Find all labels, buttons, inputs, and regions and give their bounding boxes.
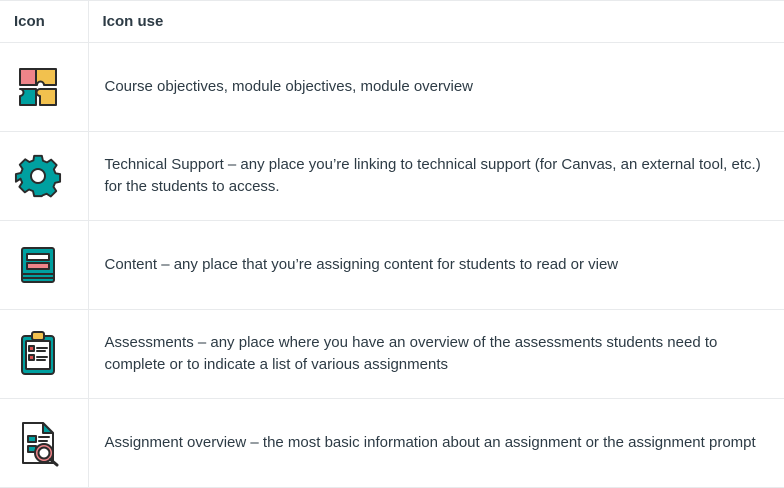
- document-magnifier-icon: [14, 419, 62, 467]
- icon-cell: [0, 310, 88, 399]
- icon-cell: [0, 221, 88, 310]
- icon-use-text: Content – any place that you’re assigning content for students to read or view: [88, 221, 784, 310]
- table-row: [0, 399, 784, 488]
- icon-use-text: Assessments – any place where you have an overview of the assessments students need to complete or to indicate a list of various assignments: [88, 310, 784, 399]
- table-row: [0, 310, 784, 399]
- gear-icon: [14, 152, 62, 200]
- column-header-icon: Icon: [0, 1, 88, 43]
- icon-cell: [0, 399, 88, 488]
- table-row: [0, 132, 784, 221]
- table-row: [0, 43, 784, 132]
- icon-use-text: Assignment overview – the most basic information about an assignment or the assignment prompt: [88, 399, 784, 488]
- book-icon: [14, 241, 62, 289]
- table-header: [0, 1, 784, 43]
- icon-use-text: Technical Support – any place you’re linking to technical support (for Canvas, an external tool, etc.) for the students to access.: [88, 132, 784, 221]
- icon-use-text: Course objectives, module objectives, module overview: [88, 43, 784, 132]
- clipboard-checklist-icon: [14, 330, 62, 378]
- table-row: [0, 221, 784, 310]
- puzzle-pieces-icon: [14, 63, 62, 111]
- column-header-icon-use: Icon use: [88, 1, 784, 43]
- table-header-row: [0, 1, 784, 43]
- icon-cell: [0, 132, 88, 221]
- icon-cell: [0, 43, 88, 132]
- table-body: [0, 43, 784, 488]
